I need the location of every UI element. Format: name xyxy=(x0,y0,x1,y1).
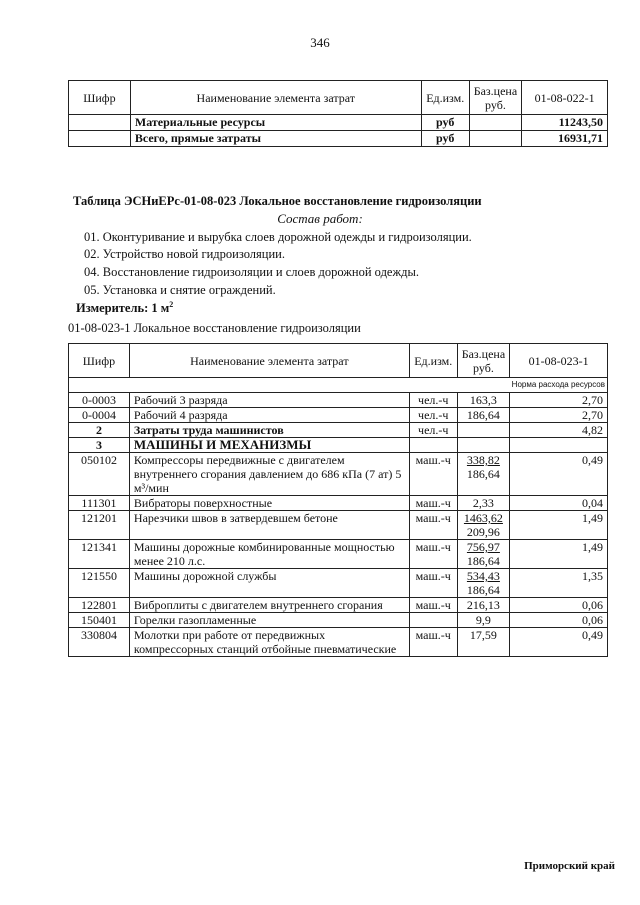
row-value: 0,04 xyxy=(510,496,608,511)
header-code: Шифр xyxy=(69,344,130,378)
row-price: 1463,62 209,96 xyxy=(457,511,509,540)
norm-label: Норма расхода ресурсов xyxy=(510,378,608,393)
row-unit: маш.-ч xyxy=(409,496,457,511)
row-value: 1,49 xyxy=(510,540,608,569)
work-composition-heading: Состав работ: xyxy=(277,211,363,226)
row-code: 2 xyxy=(69,423,130,438)
row-name: Вибраторы поверхностные xyxy=(129,496,409,511)
row-code: 3 xyxy=(69,438,130,453)
page-number: 346 xyxy=(310,35,330,50)
row-name: Машины дорожной службы xyxy=(129,569,409,598)
row-unit: маш.-ч xyxy=(409,453,457,496)
table-row xyxy=(69,569,608,598)
row-unit: маш.-ч xyxy=(409,598,457,613)
row-unit: маш.-ч xyxy=(409,569,457,598)
row-value: 2,70 xyxy=(510,393,608,408)
row-value: 0,06 xyxy=(510,613,608,628)
row-code: 330804 xyxy=(69,628,130,657)
table-row xyxy=(69,540,608,569)
row-code: 111301 xyxy=(69,496,130,511)
row-unit: маш.-ч xyxy=(409,628,457,657)
row-price xyxy=(457,438,509,453)
measure-unit: Измеритель: 1 $м^2$ xyxy=(76,300,174,316)
table-row xyxy=(69,453,608,496)
header-code: Шифр xyxy=(69,81,131,115)
row-code: 122801 xyxy=(69,598,130,613)
row-name: Горелки газопламенные xyxy=(129,613,409,628)
table-row xyxy=(69,496,608,511)
row-name: Рабочий 4 разряда xyxy=(129,408,409,423)
work-item: 05. Установка и снятие ограждений. xyxy=(84,283,276,297)
row-value: 1,35 xyxy=(510,569,608,598)
row-name: Рабочий 3 разряда xyxy=(129,393,409,408)
row-name: Нарезчики швов в затвердевшем бетоне xyxy=(129,511,409,540)
resource-table xyxy=(68,343,608,657)
row-name: Материальные ресурсы xyxy=(130,115,421,131)
section-title: Таблица ЭСНиЕРс-01-08-023 Локальное восстановление гидроизоляции xyxy=(73,194,482,208)
row-code: 050102 xyxy=(69,453,130,496)
row-price: 17,59 xyxy=(457,628,509,657)
row-code: 121550 xyxy=(69,569,130,598)
row-price: 186,64 xyxy=(457,408,509,423)
header-unit: Ед.изм. xyxy=(409,344,457,378)
row-name: Виброплиты с двигателем внутреннего сгорания xyxy=(129,598,409,613)
row-code: 0-0004 xyxy=(69,408,130,423)
row-code: 121201 xyxy=(69,511,130,540)
summary-table xyxy=(68,80,608,147)
work-item: 01. Оконтуривание и вырубка слоев дорожной одежды и гидроизоляции. xyxy=(84,230,472,244)
row-value: 0,49 xyxy=(510,453,608,496)
header-unit: Ед.изм. xyxy=(421,81,469,115)
row-unit: маш.-ч xyxy=(409,540,457,569)
row-unit: маш.-ч xyxy=(409,511,457,540)
header-price: Баз.цена руб. xyxy=(469,81,521,115)
row-value: 0,49 xyxy=(510,628,608,657)
header-name: Наименование элемента затрат xyxy=(129,344,409,378)
row-price: 9,9 xyxy=(457,613,509,628)
row-unit: чел.-ч xyxy=(409,393,457,408)
work-item: 04. Восстановление гидроизоляции и слоев дорожной одежды. xyxy=(84,265,420,279)
footer-region: Приморский край xyxy=(524,860,615,872)
row-unit: чел.-ч xyxy=(409,423,457,438)
row-price: 756,97 186,64 xyxy=(457,540,509,569)
row-name: Всего, прямые затраты xyxy=(130,131,421,147)
row-name: Затраты труда машинистов xyxy=(129,423,409,438)
row-price: 216,13 xyxy=(457,598,509,613)
row-name: МАШИНЫ И МЕХАНИЗМЫ xyxy=(129,438,409,453)
table-row xyxy=(69,613,608,628)
row-value: 0,06 xyxy=(510,598,608,613)
row-unit: руб xyxy=(421,115,469,131)
row-price: 534,43 186,64 xyxy=(457,569,509,598)
row-code: 150401 xyxy=(69,613,130,628)
row-name: Молотки при работе от передвижных компрессорных станций отбойные пневматические xyxy=(129,628,409,657)
row-value: 2,70 xyxy=(510,408,608,423)
table-row xyxy=(69,423,608,438)
row-value: 4,82 xyxy=(510,423,608,438)
row-value: 1,49 xyxy=(510,511,608,540)
table-row xyxy=(69,393,608,408)
row-unit xyxy=(409,438,457,453)
row-unit: руб xyxy=(421,131,469,147)
row-price: 163,3 xyxy=(457,393,509,408)
row-unit: чел.-ч xyxy=(409,408,457,423)
row-value: 16931,71 xyxy=(522,131,608,147)
rate-code-line: 01-08-023-1 Локальное восстановление гидроизоляции xyxy=(68,321,361,335)
row-code: 0-0003 xyxy=(69,393,130,408)
row-code: 121341 xyxy=(69,540,130,569)
row-price: 2,33 xyxy=(457,496,509,511)
header-resource-code: 01-08-022-1 xyxy=(522,81,608,115)
row-value: 11243,50 xyxy=(522,115,608,131)
row-price xyxy=(457,423,509,438)
table-row xyxy=(69,628,608,657)
row-unit xyxy=(409,613,457,628)
header-resource-code: 01-08-023-1 xyxy=(510,344,608,378)
table-row xyxy=(69,408,608,423)
header-price: Баз.цена руб. xyxy=(457,344,509,378)
row-name: Компрессоры передвижные с двигателем внутреннего сгорания давлением до 686 кПа (7 ат) 5 м³/мин xyxy=(129,453,409,496)
header-name: Наименование элемента затрат xyxy=(130,81,421,115)
table-row xyxy=(69,438,608,453)
table-row xyxy=(69,598,608,613)
table-row xyxy=(69,511,608,540)
row-name: Машины дорожные комбинированные мощностью менее 210 л.с. xyxy=(129,540,409,569)
row-price: 338,82 186,64 xyxy=(457,453,509,496)
row-value xyxy=(510,438,608,453)
work-item: 02. Устройство новой гидроизоляции. xyxy=(84,247,285,261)
